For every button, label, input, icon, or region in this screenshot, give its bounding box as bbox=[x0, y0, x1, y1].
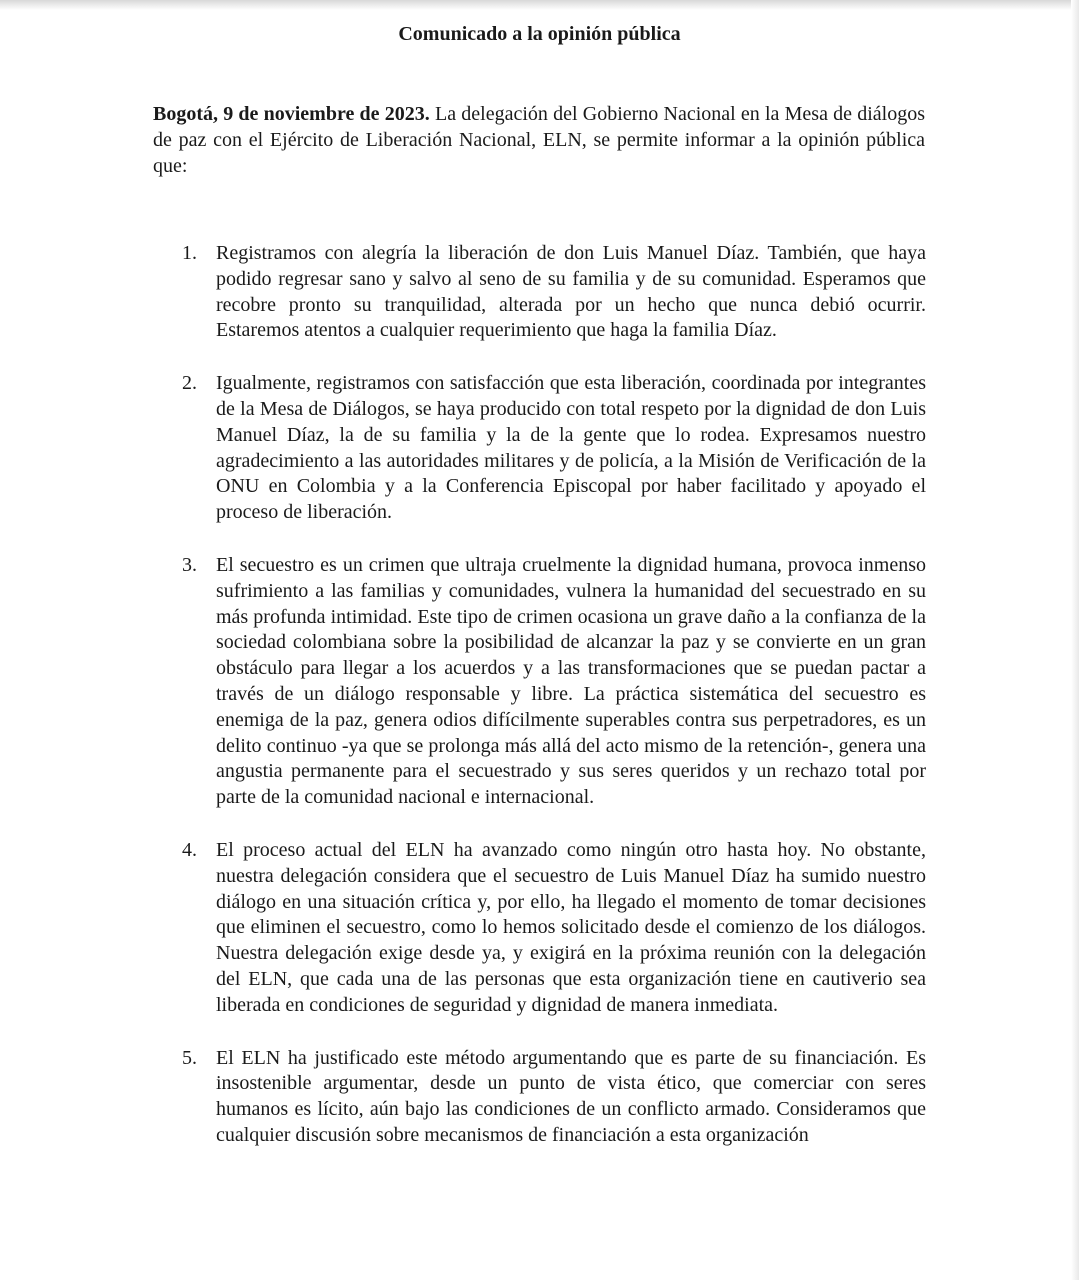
point-number: 1. bbox=[182, 242, 197, 264]
point-text: El secuestro es un crimen que ultraja cruelmente la dignidad humana, provoca inmenso sufrimiento a las familias y comunidades, vulnera la humanidad del secuestrado en su más profunda intimidad. Este tipo de crimen ocasiona un grave daño a la confianza de la sociedad colombiana sobre la posibilidad de alcanzar la paz y se convierte en un gran obstáculo para llegar a los acuerdos y a las transformaciones que se puedan pactar a través de un diálogo responsable y libre. La práctica sistemática del secuestro es enemiga de la paz, genera odios difícilmente superables contra sus perpetradores, es un delito continuo -ya que se prolonga más allá del acto mismo de la retención-, genera una angustia permanente para el secuestrado y sus seres queridos y un rechazo total por parte de la comunidad nacional e internacional. bbox=[216, 553, 926, 809]
intro-paragraph bbox=[153, 101, 925, 179]
point-text: El ELN ha justificado este método argumentando que es parte de su financiación. Es insostenible argumentar, desde un punto de vista ético, que comerciar con seres humanos es lícito, aún bajo las condiciones de un conflicto armado. Consideramos que cualquier discusión sobre mecanismos de financiación a esta organización bbox=[216, 1046, 926, 1146]
point-text: El proceso actual del ELN ha avanzado como ningún otro hasta hoy. No obstante, nuestra delegación considera que el secuestro de Luis Manuel Díaz ha sumido nuestro diálogo en una situación crítica y, por ello, ha llegado el momento de tomar decisiones que eliminen el secuestro, como lo hemos solicitado desde el comienzo de los diálogos. Nuestra delegación exige desde ya, y exigirá en la próxima reunión con la delegación del ELN, que cada una de las personas que esta organización tiene en cautiverio sea liberada en condiciones de seguridad y dignidad de manera inmediata. bbox=[216, 838, 926, 1016]
intro-date: Bogotá, 9 de noviembre de 2023. bbox=[153, 103, 430, 125]
list-item bbox=[0, 1046, 1079, 1149]
list-item bbox=[0, 371, 1079, 526]
list-item bbox=[0, 241, 1079, 344]
point-number: 4. bbox=[182, 838, 197, 861]
list-item bbox=[0, 838, 1079, 1019]
point-text: Registramos con alegría la liberación de don Luis Manuel Díaz. También, que haya podido regresar sano y salvo al seno de su familia y de su comunidad. Esperamos que recobre pronto su tranquilidad, alterada por un hecho que nunca debió ocurrir. Estaremos atentos a cualquier requerimiento que haga la familia Díaz. bbox=[216, 242, 926, 342]
point-number: 3. bbox=[182, 553, 197, 576]
point-number: 5. bbox=[182, 1046, 197, 1069]
intro-text: La delegación del Gobierno Nacional en la Mesa de diálogos de paz con el Ejército de Liberación Nacional, ELN, se permite informar a la opinión pública que: bbox=[153, 103, 926, 177]
page-top-edge bbox=[0, 0, 1079, 10]
point-number: 2. bbox=[182, 372, 197, 395]
numbered-points-list bbox=[0, 241, 1079, 1176]
point-text: Igualmente, registramos con satisfacción que esta liberación, coordinada por integrantes de la Mesa de Diálogos, se haya producido con total respeto por la dignidad de don Luis Manuel Díaz, la de su familia y la de la gente que lo rodea. Expresamos nuestro agradecimiento a las autoridades militares y de policía, a la Misión de Verificación de la ONU en Colombia y a la Conferencia Episcopal por haber facilitado y apoyado el proceso de liberación. bbox=[216, 372, 926, 524]
list-item bbox=[0, 553, 1079, 811]
document-title: Comunicado a la opinión pública bbox=[398, 23, 681, 45]
